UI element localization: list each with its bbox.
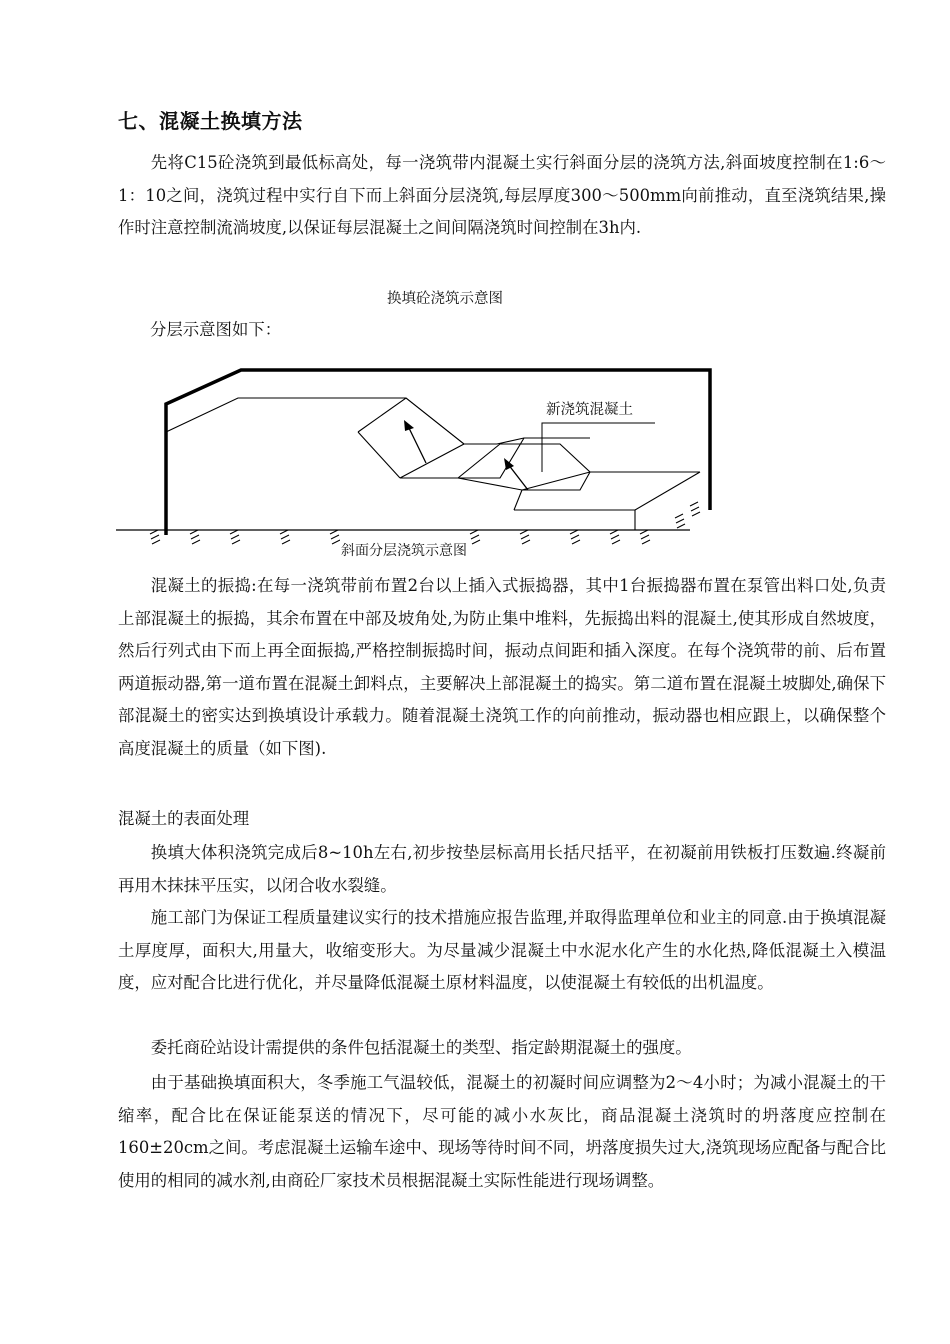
arrow-up-1 (408, 426, 426, 463)
diagram-caption: 斜面分层浇筑示意图 (340, 540, 468, 560)
paragraph-report: 施工部门为保证工程质量建议实行的技术措施应报告监理,并取得监理单位和业主的同意.由于换填混凝土厚度厚，面积大,用量大，收缩变形大。为尽量减少混凝土中水泥水化产生的水化热,降低混凝土入模温度，应对配合比进行优化，并尽量降低混凝土原材料温度，以使混凝土有较低的出机温度。 (118, 908, 886, 992)
layer-bottom (514, 510, 635, 530)
paragraph-commission: 委托商砼站设计需提供的条件包括混凝土的类型、指定龄期混凝土的强度。 (150, 1038, 692, 1057)
arrow-up-2 (508, 464, 528, 490)
section-title: 七、混凝土换填方法 (118, 109, 303, 133)
layered-diagram-intro: 分层示意图如下： (150, 320, 282, 339)
paragraph-winter: 由于基础换填面积大，冬季施工气温较低，混凝土的初凝时间应调整为2～4小时；为减小混凝土的干缩率，配合比在保证能泵送的情况下，尽可能的减小水灰比，商品混凝土浇筑时的坍落度应控制在160±20cm之间。考虑混凝土运输车途中、现场等待时间不同，坍落度损失过大,浇筑现场应配备与配合比使用的相同的减水剂,由商砼厂家技术员根据混凝土实际性能进行现场调整。 (118, 1073, 886, 1190)
label-leader (542, 423, 655, 472)
paragraph-pouring-method: 先将C15砼浇筑到最低标高处，每一浇筑带内混凝土实行斜面分层的浇筑方法,斜面坡度控制在1:6～1：10之间，浇筑过程中实行自下而上斜面分层浇筑,每层厚度300～500mm向前推动，直至浇筑结果,操作时注意控制流淌坡度,以保证每层混凝土之间间隔浇筑时间控制在3h内. (118, 153, 886, 237)
layer-top (166, 398, 524, 444)
surface-treatment-heading: 混凝土的表面处理 (118, 809, 250, 828)
ground-hatching (150, 502, 700, 544)
slope-block-1 (358, 398, 464, 478)
paragraph-surface: 换填大体积浇筑完成后8~10h左右,初步按垫层标高用长括尺括平，在初凝前用铁板打压数遍.终凝前再用木抹抹平压实，以闭合收水裂缝。 (118, 843, 886, 895)
new-concrete-label: 新浇筑混凝土 (546, 402, 633, 418)
slope-block-2 (458, 444, 590, 490)
figure-title: 换填砼浇筑示意图 (387, 291, 503, 307)
paragraph-vibration: 混凝土的振捣:在每一浇筑带前布置2台以上插入式振捣器，其中1台振捣器布置在泵管出料口处,负责上部混凝土的振捣，其余布置在中部及坡角处,为防止集中堆料，先振捣出料的混凝土,使其形成自然坡度，然后行列式由下而上再全面振捣,严格控制振捣时间，振动点间距和插入深度。在每个浇筑带的前、后布置两道振动器,第一道布置在混凝土卸料点，主要解决上部混凝土的捣实。第二道布置在混凝土坡脚处,确保下部混凝土的密实达到换填设计承载力。随着混凝土浇筑工作的向前推动，振动器也相应跟上，以确保整个高度混凝土的质量（如下图). (118, 576, 886, 758)
slope-layer-diagram (110, 360, 730, 560)
